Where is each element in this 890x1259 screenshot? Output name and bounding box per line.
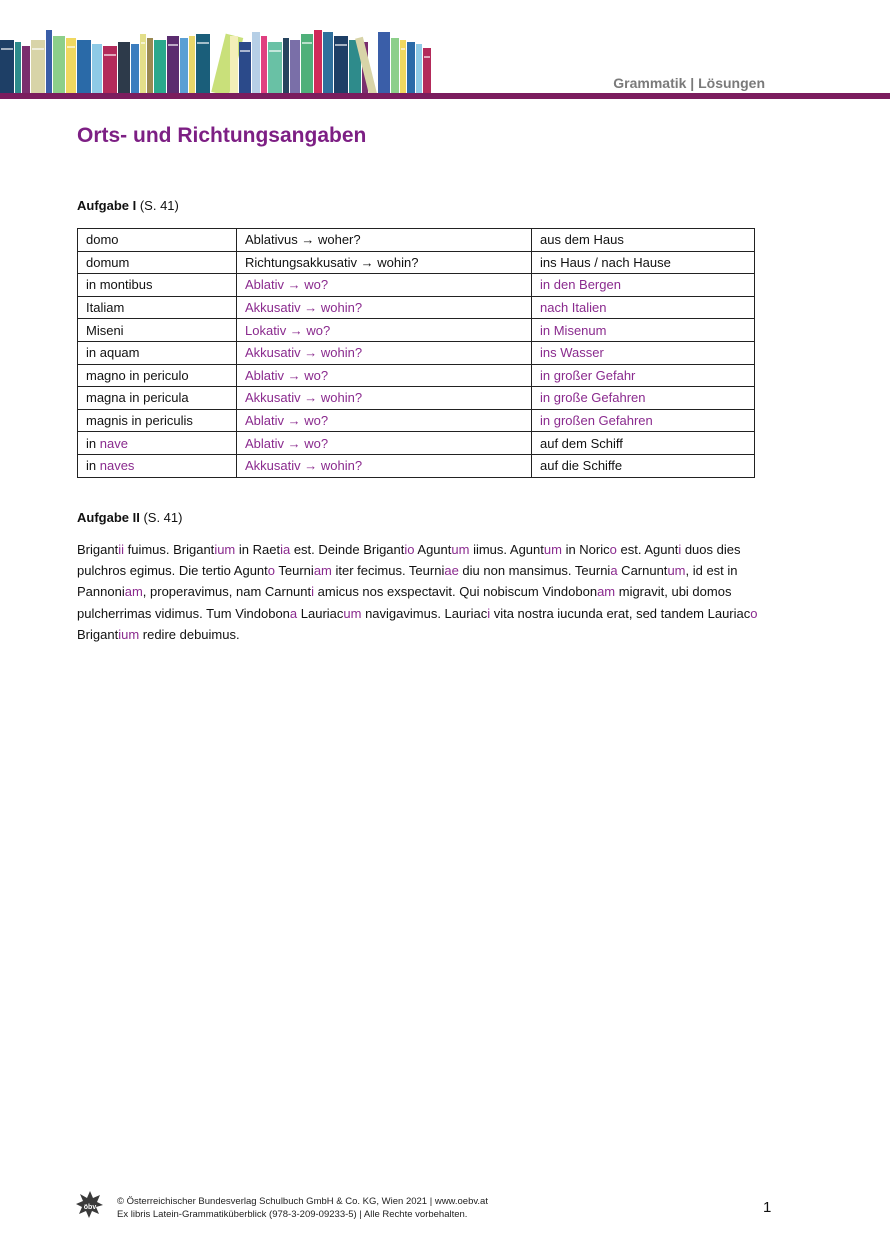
table-row — [78, 454, 755, 477]
latin-cell — [78, 319, 237, 342]
book-spine — [22, 46, 30, 94]
book-band — [141, 42, 145, 44]
highlighted-text: in Misenum — [540, 322, 607, 338]
ending-highlight: a — [289, 605, 298, 621]
translation-cell — [532, 454, 755, 477]
text: auf die Schiffe — [540, 458, 623, 474]
book-band — [168, 44, 178, 46]
text: in Raet — [235, 542, 281, 557]
book-spine — [283, 38, 289, 94]
book-spine — [416, 44, 422, 94]
text: , id est in Pannoni — [77, 563, 738, 600]
text: magna in pericula — [86, 390, 189, 406]
text: amicus nos exspectavit. Qui nobiscum Vindobon — [314, 584, 598, 600]
highlighted-text: nave — [99, 435, 128, 451]
text: in — [86, 435, 100, 451]
ending-highlight: am — [124, 584, 143, 600]
highlighted-text: Ablativ → wo? — [245, 435, 329, 451]
book-spine — [118, 42, 130, 94]
book-spine — [261, 36, 267, 94]
book-band — [104, 54, 116, 56]
highlighted-text: in große Gefahren — [540, 390, 646, 406]
ending-highlight: ia — [280, 542, 291, 557]
book-band — [424, 56, 430, 58]
footer-line-1: © Österreichischer Bundesverlag Schulbuch GmbH & Co. KG, Wien 2021 | www.oebv.at — [117, 1196, 488, 1207]
latin-cell — [78, 296, 237, 319]
book-spine — [180, 38, 188, 94]
ending-highlight: i — [487, 605, 491, 621]
text: diu non mansimus. Teurni — [458, 563, 611, 579]
text: in Noric — [561, 542, 610, 557]
book-spine — [323, 32, 333, 94]
book-spine — [423, 48, 431, 94]
case-cell — [237, 251, 532, 274]
book-spine — [290, 40, 300, 94]
book-band — [335, 44, 347, 46]
text: magnis in periculis — [86, 413, 193, 429]
book-spine — [211, 34, 243, 94]
translation-cell — [532, 432, 755, 455]
table-row — [78, 251, 755, 274]
highlighted-text: Akkusativ → wohin? — [245, 390, 363, 406]
case-cell — [237, 454, 532, 477]
table-row — [78, 319, 755, 342]
task1-heading — [77, 198, 179, 213]
ending-highlight: am — [597, 584, 616, 600]
latin-cell — [78, 341, 237, 364]
header-rule — [0, 93, 890, 99]
text: ins Haus / nach Hause — [540, 254, 671, 270]
table-row — [78, 341, 755, 364]
task1-label: Aufgabe I — [77, 198, 137, 213]
highlighted-text: in großen Gefahren — [540, 413, 653, 429]
highlighted-text: Akkusativ → wohin? — [245, 345, 363, 361]
book-spine — [230, 36, 238, 94]
case-cell — [237, 319, 532, 342]
text: duos dies pulchros egimus. Die tertio Agunt — [77, 542, 741, 579]
table-row — [78, 432, 755, 455]
book-spine — [268, 42, 282, 94]
task2-label: Aufgabe II — [77, 510, 140, 525]
book-spine — [189, 36, 195, 94]
text: est. Deinde Brigant — [290, 542, 405, 557]
ending-highlight: um — [451, 542, 470, 557]
header-bookshelf-illustration — [0, 28, 450, 94]
header-label: Grammatik | Lösungen — [613, 75, 765, 91]
highlighted-text: Ablativ → wo? — [245, 413, 329, 429]
book-spine — [92, 44, 102, 94]
text: Lauriac — [297, 605, 344, 621]
task1-page-ref: (S. 41) — [136, 198, 179, 213]
highlighted-text: in großer Gefahr — [540, 367, 636, 383]
case-cell — [237, 387, 532, 410]
book-spine — [103, 46, 117, 94]
book-spine — [378, 32, 390, 94]
page-title: Orts- und Richtungsangaben — [77, 124, 367, 147]
ending-highlight: ii — [118, 542, 124, 557]
text: Brigant — [77, 542, 119, 557]
case-cell — [237, 364, 532, 387]
highlighted-text: Akkusativ → wohin? — [245, 300, 363, 316]
book-band — [302, 42, 312, 44]
ending-highlight: um — [543, 542, 562, 557]
table-row — [78, 229, 755, 252]
text: in — [86, 458, 100, 474]
ending-highlight: o — [267, 563, 276, 579]
book-spine — [252, 32, 260, 94]
text: , properavimus, nam Carnunt — [142, 584, 312, 600]
ending-highlight: o — [750, 605, 758, 621]
translation-cell — [532, 319, 755, 342]
text: in montibus — [86, 277, 153, 293]
highlighted-text: naves — [99, 458, 135, 474]
text: Agunt — [414, 542, 452, 557]
case-cell — [237, 229, 532, 252]
latin-cell — [78, 454, 237, 477]
ending-highlight: i — [678, 542, 682, 557]
text: auf dem Schiff — [540, 435, 623, 451]
book-spine — [147, 38, 153, 94]
book-spine — [131, 44, 139, 94]
latin-cell — [78, 387, 237, 410]
book-band — [197, 42, 209, 44]
ending-highlight: ae — [444, 563, 459, 579]
latin-cell — [78, 251, 237, 274]
text: domum — [86, 254, 130, 270]
text: redire debuimus. — [139, 626, 240, 642]
ending-highlight: um — [343, 605, 362, 621]
text: est. Agunt — [616, 542, 679, 557]
highlighted-text: Ablativ → wo? — [245, 277, 329, 293]
case-cell — [237, 274, 532, 297]
case-cell — [237, 296, 532, 319]
highlighted-text: Ablativ → wo? — [245, 367, 329, 383]
text: Ablativus → woher? — [245, 232, 361, 248]
translation-cell — [532, 251, 755, 274]
ending-highlight: a — [610, 563, 618, 579]
latin-cell — [78, 432, 237, 455]
book-spine — [314, 30, 322, 94]
text: iimus. Agunt — [469, 542, 544, 557]
translation-cell — [532, 364, 755, 387]
table-row — [78, 409, 755, 432]
text: Teurni — [275, 563, 314, 579]
book-band — [269, 50, 281, 52]
text: Brigant — [77, 626, 119, 642]
ending-highlight: ium — [214, 542, 236, 557]
oebv-logo-icon — [76, 1190, 104, 1220]
text: magno in periculo — [86, 367, 189, 383]
text: vita nostra iucunda erat, sed tandem Lauriac — [490, 605, 751, 621]
ending-highlight: am — [313, 563, 332, 579]
highlighted-text: Akkusativ → wohin? — [245, 458, 363, 474]
case-cell — [237, 432, 532, 455]
task2-heading — [77, 510, 182, 525]
case-cell — [237, 409, 532, 432]
latin-cell — [78, 229, 237, 252]
translation-cell — [532, 409, 755, 432]
book-band — [401, 48, 405, 50]
translation-cell — [532, 387, 755, 410]
book-spine — [154, 40, 166, 94]
page-number: 1 — [763, 1199, 772, 1216]
latin-cell — [78, 409, 237, 432]
book-band — [1, 48, 13, 50]
text: navigavimus. Lauriac — [361, 605, 488, 621]
logo-text: öbv — [83, 1204, 97, 1211]
case-table — [77, 228, 755, 478]
ending-highlight: io — [404, 542, 415, 557]
table-row — [78, 274, 755, 297]
table-row — [78, 387, 755, 410]
ending-highlight: o — [609, 542, 617, 557]
book-band — [240, 50, 250, 52]
translation-cell — [532, 229, 755, 252]
book-spine — [15, 42, 21, 94]
book-band — [67, 46, 75, 48]
book-spine — [46, 30, 52, 94]
text: Carnunt — [617, 563, 668, 579]
highlighted-text: in den Bergen — [540, 277, 621, 293]
case-cell — [237, 341, 532, 364]
text: Italiam — [86, 300, 125, 316]
text: Miseni — [86, 322, 124, 338]
footer-copyright — [117, 1196, 488, 1221]
book-spine — [77, 40, 91, 94]
table-row — [78, 296, 755, 319]
ending-highlight: um — [667, 563, 686, 579]
book-spine — [391, 38, 399, 94]
ending-highlight: i — [311, 584, 315, 600]
text: domo — [86, 232, 119, 248]
text: fuimus. Brigant — [123, 542, 215, 557]
text: iter fecimus. Teurni — [331, 563, 445, 579]
book-spine — [53, 36, 65, 94]
text: migravit, ubi domos pulcherrimas vidimus. Tum Vindobon — [77, 584, 732, 621]
highlighted-text: Lokativ → wo? — [245, 322, 331, 338]
book-band — [370, 44, 376, 46]
task2-page-ref: (S. 41) — [139, 510, 183, 525]
latin-cell — [78, 274, 237, 297]
task2-paragraph — [77, 539, 767, 645]
book-spine — [239, 42, 251, 94]
highlighted-text: ins Wasser — [540, 345, 604, 361]
text: in aquam — [86, 345, 140, 361]
translation-cell — [532, 341, 755, 364]
footer-line-2: Ex libris Latein-Grammatiküberblick (978-3-209-09233-5) | Alle Rechte vorbehalten. — [117, 1208, 468, 1220]
book-spine — [407, 42, 415, 94]
table-row — [78, 364, 755, 387]
book-band — [32, 48, 44, 50]
translation-cell — [532, 274, 755, 297]
latin-cell — [78, 364, 237, 387]
highlighted-text: nach Italien — [540, 300, 607, 316]
translation-cell — [532, 296, 755, 319]
ending-highlight: ium — [118, 626, 140, 642]
text: aus dem Haus — [540, 232, 624, 248]
text: Richtungsakkusativ → wohin? — [245, 254, 419, 270]
